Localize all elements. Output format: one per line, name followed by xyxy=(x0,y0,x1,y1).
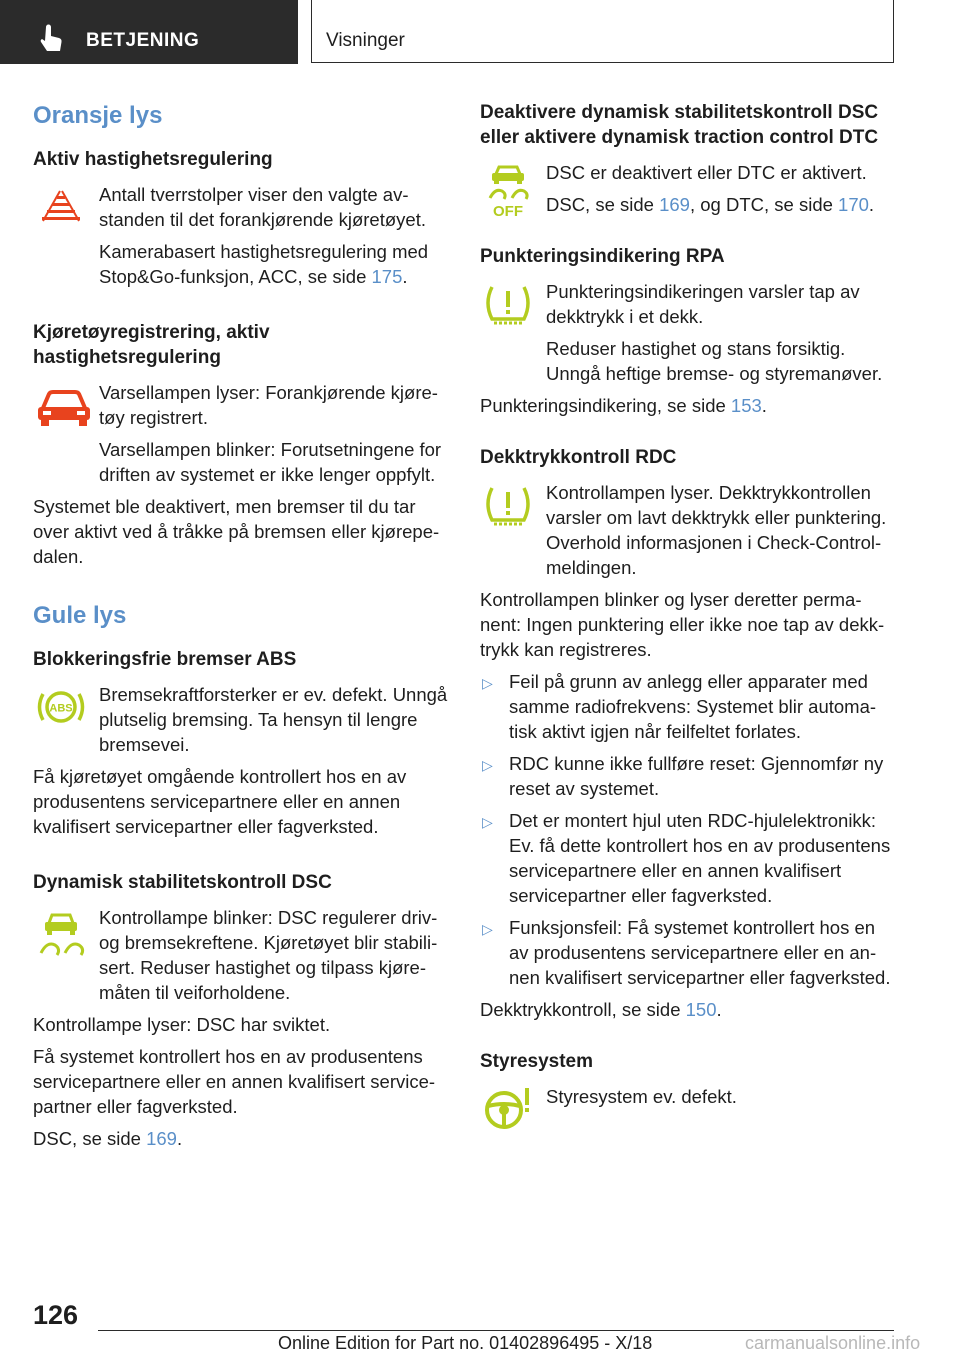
steering-wheel-warning-icon xyxy=(480,1084,536,1134)
rdc-title: Dekktrykkontroll RDC xyxy=(480,447,677,468)
list-item: ▷ Det er montert hjul uten RDC-hjulelektronikk: Ev. få dette kontrollert hos en av produsentens servicepartnere eller en annen kvalifisert servicepartner eller fagverksted. xyxy=(482,810,891,906)
chapter-box xyxy=(311,0,894,63)
acc-block xyxy=(33,182,449,296)
dtc-page-link[interactable]: 170 xyxy=(838,194,869,215)
rpa-text-2b: Reduser hastighet og stans forsiktig. Unngå heftige bremse- og styremanøver. xyxy=(546,338,883,384)
steering-title: Styresystem xyxy=(480,1051,594,1072)
section-label: BETJENING xyxy=(86,30,200,51)
dsc-text-4: DSC, se side 169. xyxy=(33,1128,183,1149)
rdc-text-3: Dekktrykkontroll, se side 150. xyxy=(480,999,722,1020)
triangle-bullet-icon: ▷ xyxy=(482,921,493,937)
left-column xyxy=(33,100,449,1158)
dsc-title: Dynamisk stabilitetskontroll DSC xyxy=(33,872,332,893)
hand-pointer-icon xyxy=(38,24,64,54)
dsc-text-1: Kontrollampe blinker: DSC regulerer driv- og bremsekreftene. Kjøretøyet blir stabilisert. Reduser hastighet og tilpass kjøremåten til veiforholdene. xyxy=(99,907,438,1003)
heading-yellow-lights: Gule lys xyxy=(33,602,127,629)
list-item: ▷ Funksjonsfeil: Få systemet kontrollert hos en av produsentens servicepartnere eller en annen kvalifisert servicepartner eller fagverksted. xyxy=(482,917,891,988)
right-column xyxy=(480,100,896,1136)
car-front-icon xyxy=(33,380,95,430)
rdc-page-link[interactable]: 150 xyxy=(685,999,717,1020)
page-number: 126 xyxy=(33,1300,79,1330)
rpa-block xyxy=(480,279,896,425)
rdc-list xyxy=(480,669,896,990)
list-item: ▷ RDC kunne ikke fullføre reset: Gjennomfør ny reset av systemet. xyxy=(482,753,884,799)
dtc-text-1: DSC er deaktivert eller DTC er aktivert. xyxy=(546,162,867,183)
acc-text-2: Kamerabasert hastighetsregulering med Stop&Go-funksjon, ACC, se side 175. xyxy=(99,241,429,287)
dsc-page-link-2[interactable]: 169 xyxy=(659,194,690,215)
acc-text-1: Antall tverrstolper viser den valgte avstanden til det forankjørende kjøretøyet. xyxy=(99,184,426,230)
svg-text:ABS: ABS xyxy=(49,702,73,715)
triangle-bullet-icon: ▷ xyxy=(482,675,493,691)
vehicle-text-2: Varsellampen blinker: Forutsetningene for driften av systemet er ikke lenger oppfylt. xyxy=(99,439,442,485)
rdc-block xyxy=(480,480,896,1029)
abs-text-1: Bremsekraftforsterker er ev. defekt. Unngå plutselig bremsing. Ta hensyn til lengre bremsevei. xyxy=(99,684,448,755)
heading-orange-lights: Oransje lys xyxy=(33,102,163,129)
list-item: ▷ Feil på grunn av anlegg eller apparater med samme radiofrekvens: Systemet blir automatisk aktivt igjen når feilfeltet forlates. xyxy=(482,671,877,742)
dsc-page-link[interactable]: 169 xyxy=(146,1128,177,1149)
distance-bars-icon xyxy=(33,182,89,232)
vehicle-text-3: Systemet ble deaktivert, men bremser til du tar over aktivt ved å tråkke på bremsen eller kjørepedalen. xyxy=(33,496,440,567)
dtc-block xyxy=(480,160,896,224)
abs-title: Blokkeringsfrie bremser ABS xyxy=(33,649,297,670)
tire-pressure-icon xyxy=(480,480,536,530)
section-tab xyxy=(0,0,298,64)
footer-edition: Online Edition for Part no. 01402896495 - X/18 xyxy=(278,1333,653,1353)
vehicle-text-1: Varsellampen lyser: Forankjørende kjøretøy registrert. xyxy=(99,382,438,428)
abs-block xyxy=(33,682,449,846)
vehicle-detection-block xyxy=(33,380,449,576)
dsc-block xyxy=(33,905,449,1158)
tire-warning-icon xyxy=(480,279,536,329)
steering-block xyxy=(480,1084,896,1136)
rpa-title: Punkteringsindikering RPA xyxy=(480,246,725,267)
chapter-title: Visninger xyxy=(326,30,405,51)
triangle-bullet-icon: ▷ xyxy=(482,757,493,773)
footer-divider xyxy=(98,1330,894,1331)
dsc-skid-icon xyxy=(33,905,89,961)
svg-text:OFF: OFF xyxy=(493,203,523,220)
acc-title: Aktiv hastighetsregulering xyxy=(33,149,273,170)
watermark: carmanualsonline.info xyxy=(745,1333,921,1353)
dtc-title: Deaktivere dynamisk stabilitetskontroll DSC eller aktivere dynamisk traction control DTC xyxy=(480,102,879,148)
rpa-text-3: Punkteringsindikering, se side 153. xyxy=(480,395,767,416)
steering-text-1: Styresystem ev. defekt. xyxy=(546,1086,737,1107)
vehicle-detection-title: Kjøretøyregistrering, aktiv hastighetsregulering xyxy=(33,322,270,368)
rpa-page-link[interactable]: 153 xyxy=(730,395,762,416)
rpa-text-1: Punkteringsindikeringen varsler tap av dekktrykk i et dekk. xyxy=(546,281,860,327)
rdc-text-2: Kontrollampen blinker og lyser deretter permanent: Ingen punktering eller ikke noe tap av dekktrykk kan registreres. xyxy=(480,589,885,660)
dsc-text-2: Kontrollampe lyser: DSC har sviktet. xyxy=(33,1014,331,1035)
dtc-text-2: DSC, se side 169, og DTC, se side 170. xyxy=(546,194,875,215)
rdc-text-1: Kontrollampen lyser. Dekktrykkontrollen varsler om lavt dekktrykk eller punktering. Overhold informasjonen i Check-Control-meldingen. xyxy=(546,482,887,578)
abs-icon xyxy=(33,682,89,732)
triangle-bullet-icon: ▷ xyxy=(482,814,493,830)
dsc-text-3: Få systemet kontrollert hos en av produsentens servicepartnere eller en annen kvalifisert servicepartner eller fagverksted. xyxy=(33,1046,436,1117)
acc-page-link[interactable]: 175 xyxy=(371,266,403,287)
abs-text-2: Få kjøretøyet omgående kontrollert hos en av produsentens servicepartnere eller en annen kvalifisert servicepartner eller fagverksted. xyxy=(33,766,407,837)
dsc-off-icon xyxy=(480,160,536,220)
